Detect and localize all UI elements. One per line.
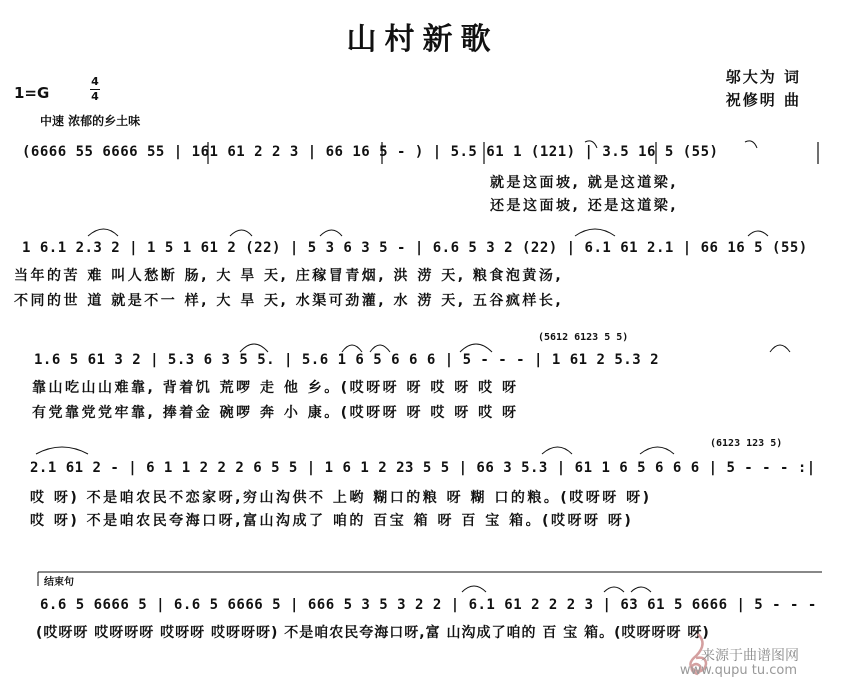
system-2-notes: 1 6.1 2.3 2 | 1 5 1 61 2 (22) | 5 3 6 3 5 - | 6.6 5 3 2 (22) | 6.1 61 2.1 | 66 16 5 (55) [22, 240, 808, 256]
time-signature [90, 76, 100, 103]
system-5-lyric-1: (哎呀呀 哎呀呀呀 哎呀呀 哎呀呀呀) 不是咱农民夸海口呀,富 山沟成了咱的 百 宝 箱。(哎呀呀呀 呀) [36, 625, 710, 641]
system-2-lyric-2: 不同的世 道 就是不一 样, 大 旱 天, 水渠可劲灌, 水 涝 天, 五谷疯样长, [14, 293, 564, 309]
system-4-inline-phrase: (6123 123 5) [710, 438, 783, 449]
system-1-lyric-2: 还是这面坡, 还是这道梁, [490, 198, 679, 214]
page-title: 山村新歌 [346, 22, 499, 57]
key-signature: 1=G [14, 84, 50, 102]
system-2-lyric-1: 当年的苦 难 叫人愁断 肠, 大 旱 天, 庄稼冒青烟, 洪 涝 天, 粮食泡黄汤, [14, 268, 564, 284]
system-1-notes: (6666 55 6666 55 | 161 61 2 2 3 | 66 16 5 - ) | 5.5 61 1 (121) | 3.5 16 5 (55) [22, 144, 719, 160]
footer-site-name: 来源于曲谱图网 [701, 648, 799, 664]
tempo-marking: 中速 浓郁的乡土味 [40, 114, 141, 128]
system-4-lyric-1: 哎 呀) 不是咱农民不恋家呀,穷山沟供不 上哟 糊口的粮 呀 糊 口的粮。(哎呀呀 呀) [30, 490, 652, 506]
system-5-notes: 6.6 5 6666 5 | 6.6 5 6666 5 | 666 5 3 5 3 2 2 | 6.1 61 2 2 2 3 | 63 61 5 6666 | 5 - - - [40, 597, 817, 613]
system-3-lyric-2: 有党靠党党牢靠, 捧着金 碗啰 奔 小 康。(哎呀呀 呀 哎 呀 哎 呀 [32, 405, 519, 421]
time-signature-bottom: 4 [91, 90, 99, 103]
time-signature-top: 4 [91, 75, 99, 88]
composer-credit: 祝修明 曲 [725, 91, 801, 109]
system-1-lyric-1: 就是这面坡, 就是这道梁, [490, 175, 679, 191]
lyricist-credit: 邬大为 词 [725, 68, 801, 86]
ending-label: 结束句 [44, 577, 74, 588]
system-4-notes: 2.1 61 2 - | 6 1 1 2 2 2 6 5 5 | 1 6 1 2 23 5 5 | 66 3 5.3 | 61 1 6 5 6 6 6 | 5 - - - :| [30, 460, 816, 476]
footer-site-url: www.qupu tu.com [679, 663, 797, 678]
system-3-notes: 1.6 5 61 3 2 | 5.3 6 3 5 5. | 5.6 1 6 5 6 6 6 | 5 - - - | 1 61 2 5.3 2 [34, 352, 660, 368]
system-4-lyric-2: 哎 呀) 不是咱农民夸海口呀,富山沟成了 咱的 百宝 箱 呀 百 宝 箱。(哎呀呀 呀) [30, 513, 634, 529]
system-3-lyric-1: 靠山吃山山难靠, 背着饥 荒啰 走 他 乡。(哎呀呀 呀 哎 呀 哎 呀 [32, 380, 519, 396]
system-3-inline-phrase: (5612 6123 5 5) [538, 332, 629, 343]
